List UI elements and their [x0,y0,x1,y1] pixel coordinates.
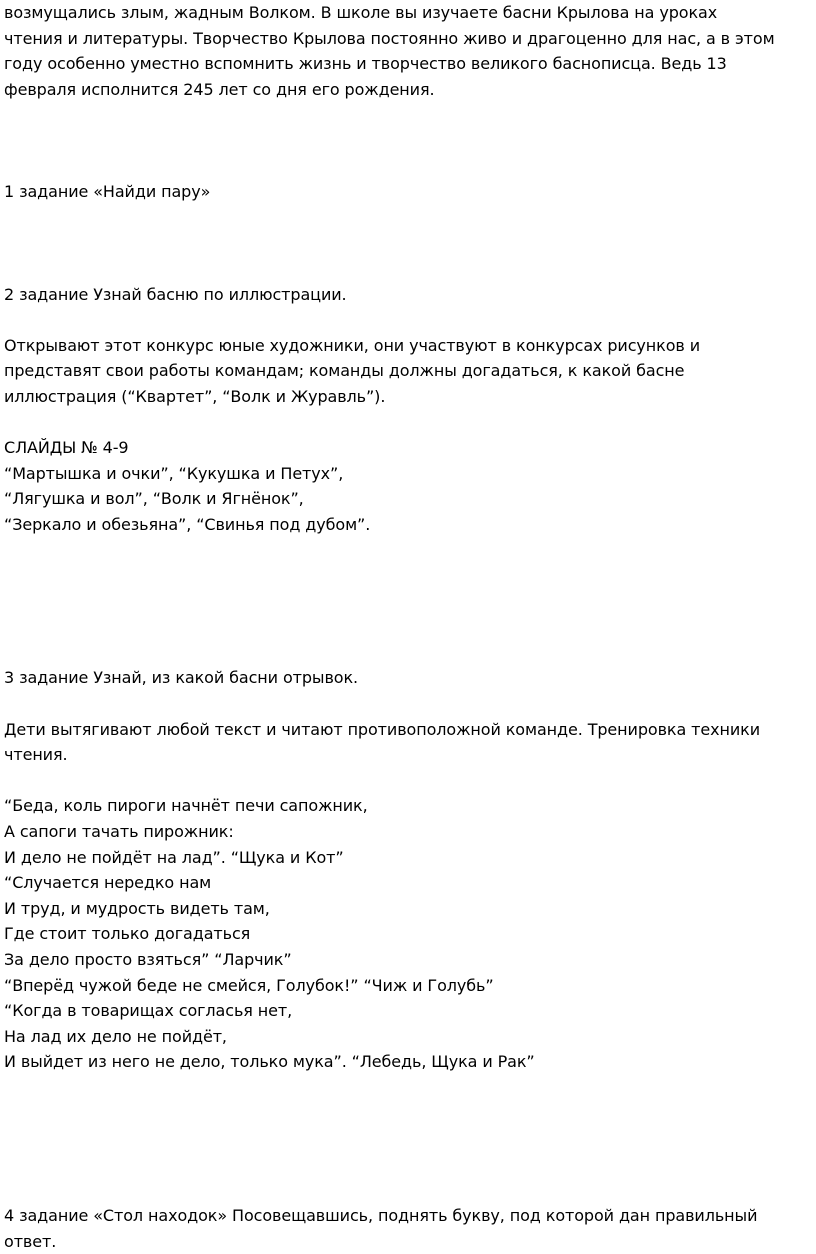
task1-title: 1 задание «Найди пару» [4,182,211,202]
task2-description-line: иллюстрация (“Квартет”, “Волк и Журавль”). [4,386,386,406]
task3-description [4,717,810,768]
task2-slides-list [4,461,810,538]
task3-description-line: Дети вытягивают любой текст и читают противоположной команде. Тренировка техники [4,719,761,739]
task3-description-line: чтения. [4,745,68,765]
excerpt-line: “Вперёд чужой беде не смейся, Голубок!” “Чиж и Голубь” [4,975,494,995]
task2-slide-line: “Лягушка и вол”, “Волк и Ягнёнок”, [4,489,304,509]
task4-title-line: ответ. [4,1231,57,1251]
excerpt-line: “Беда, коль пироги начнёт печи сапожник, [4,796,368,816]
excerpt-line: Где стоит только догадаться [4,924,251,944]
task3-title: 3 задание Узнай, из какой басни отрывок. [4,668,359,688]
intro-paragraph [4,0,810,102]
excerpt-line: И выйдет из него не дело, только мука”. “Лебедь, Щука и Рак” [4,1052,535,1072]
task3-excerpts [4,793,810,1075]
excerpt-line: А сапоги тачать пирожник: [4,822,234,841]
task2-slide-line: “Зеркало и обезьяна”, “Свинья под дубом”. [4,514,371,534]
task2-description-line: представят свои работы командам; команды должны догадаться, к какой басне [4,361,685,381]
document-page [4,0,810,1254]
task4-title [4,1203,810,1254]
intro-line: году особенно уместно вспомнить жизнь и творчество великого баснописца. Ведь 13 [4,54,727,74]
task2-description [4,333,810,410]
intro-line: февраля исполнится 245 лет со дня его рождения. [4,79,435,99]
task2-slide-line: “Мартышка и очки”, “Кукушка и Петух”, [4,463,344,483]
excerpt-line: “Случается нередко нам [4,873,212,893]
excerpt-line: И дело не пойдёт на лад”. “Щука и Кот” [4,847,344,867]
excerpt-line: И труд, и мудрость видеть там, [4,898,270,918]
excerpt-line: На лад их дело не пойдёт, [4,1026,227,1046]
task2-slides-label: СЛАЙДЫ № 4-9 [4,438,129,458]
excerpt-line: За дело просто взяться” “Ларчик” [4,949,292,969]
intro-line: возмущались злым, жадным Волком. В школе вы изучаете басни Крылова на уроках [4,3,718,22]
task4-title-line: 4 задание «Стол находок» Посовещавшись, поднять букву, под которой дан правильный [4,1205,758,1225]
intro-line: чтения и литературы. Творчество Крылова постоянно живо и драгоценно для нас, а в этом [4,28,775,48]
task2-description-line: Открывают этот конкурс юные художники, они участвуют в конкурсах рисунков и [4,335,701,355]
task2-title: 2 задание Узнай басню по иллюстрации. [4,284,347,304]
excerpt-line: “Когда в товарищах согласья нет, [4,1001,293,1021]
